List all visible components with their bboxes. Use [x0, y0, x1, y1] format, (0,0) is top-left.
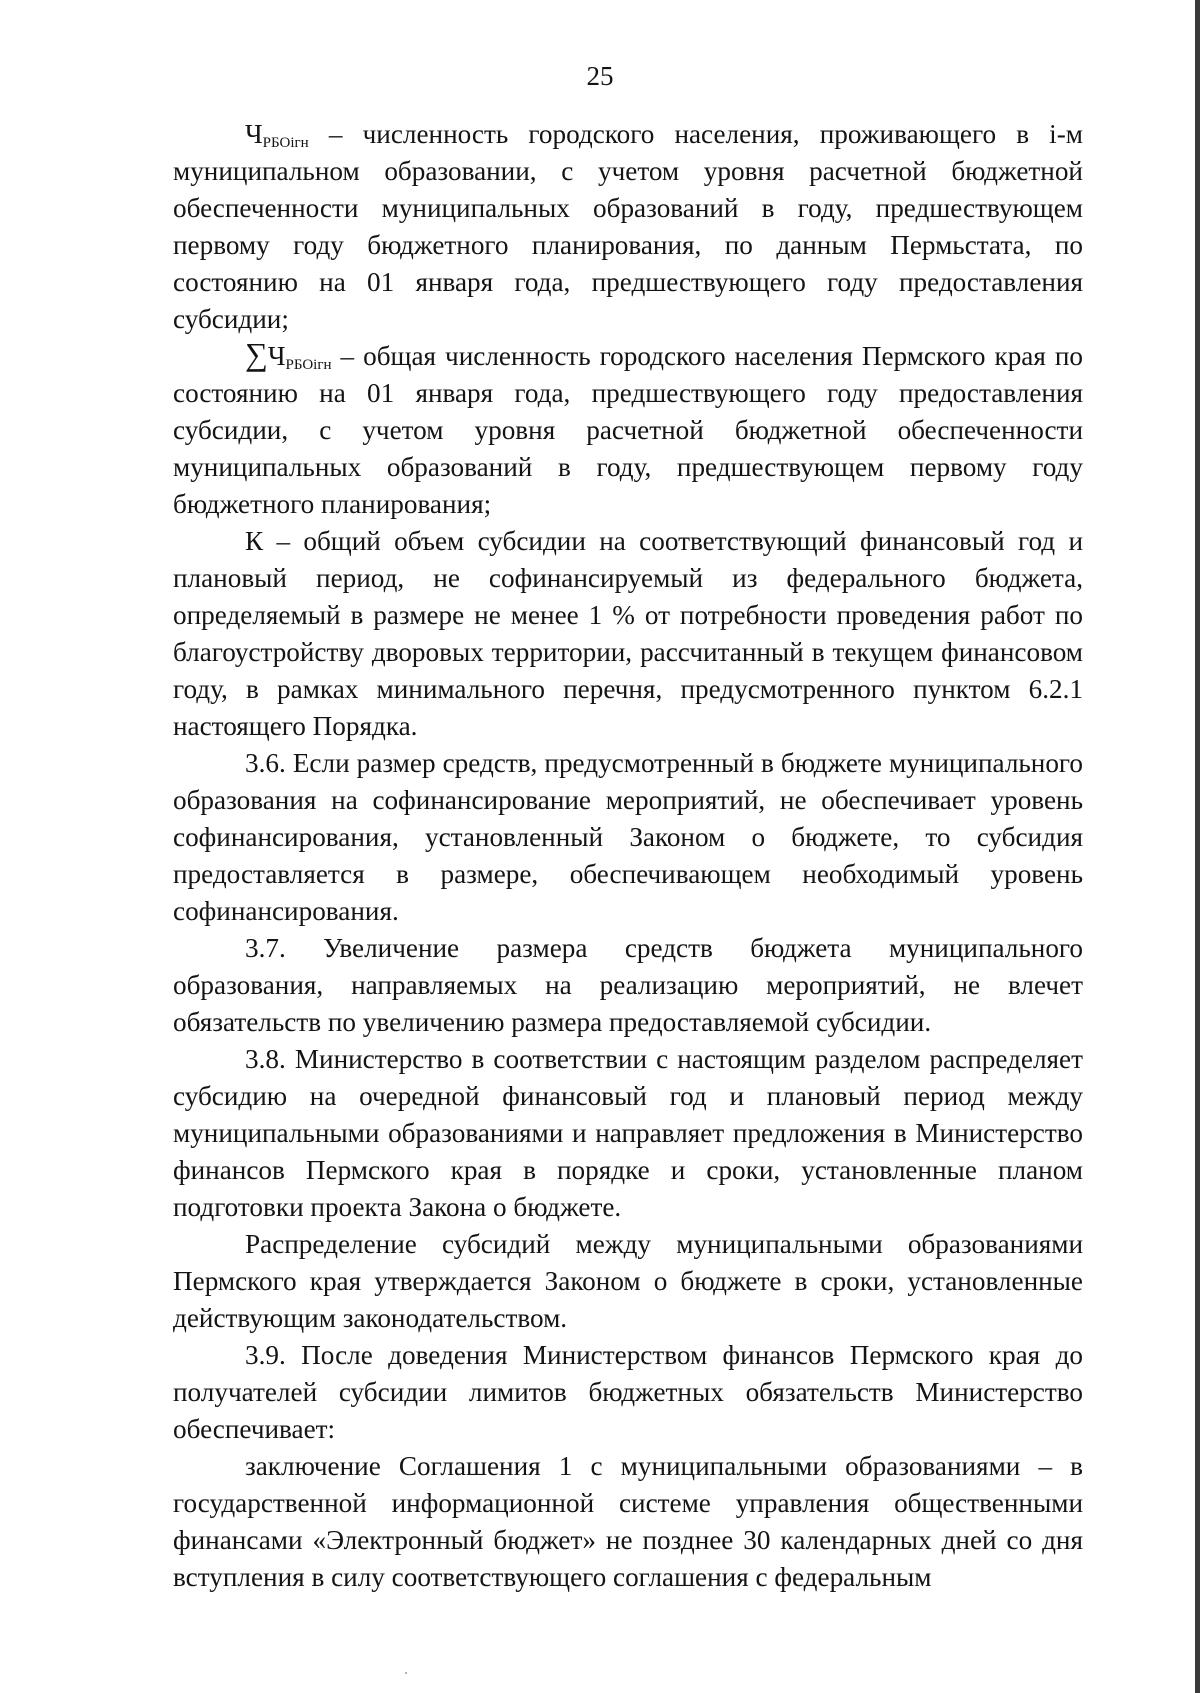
variable-symbol: Ч — [245, 119, 263, 149]
sum-sign: ∑ — [245, 336, 268, 372]
paragraph-section-3-8: 3.8. Министерство в соответствии с настоящим разделом распределяет субсидию на очередной финансовый год и плановый период между муниципальными образованиями и направляет предложения в Министерство финансов Пермского края в порядке и сроки, установленные планом подготовки проекта Закона о бюджете. — [173, 1044, 1083, 1222]
variable-symbol: Ч — [267, 341, 286, 371]
variable-subscript: РБОiгн — [262, 135, 309, 151]
variable-subscript: РБОiгн — [285, 357, 332, 373]
page-number: 25 — [586, 61, 614, 91]
paragraph-urban-population-definition — [173, 116, 1083, 338]
scan-artifact-dot — [405, 1672, 407, 1674]
paragraph-agreement-conclusion: заключение Соглашения 1 с муниципальными образованиями – в государственной информационной системе управления общественными финансами «Электронный бюджет» не позднее 30 календарных дней со дня вступления в силу соответствующего соглашения с федеральным — [173, 1451, 1083, 1592]
paragraph-subsidy-distribution: Распределение субсидий между муниципальными образованиями Пермского края утверждается Законом о бюджете в сроки, установленные действующим законодательством. — [173, 1229, 1083, 1333]
scan-edge-border — [1195, 0, 1200, 1693]
paragraph-text: – численность городского населения, проживающего в i-м муниципальном образовании, с учетом уровня расчетной бюджетной обеспеченности муниципальных образований в году, предшествующем первому году бюджетного планирования, по данным Пермьстата, по состоянию на 01 января года, предшествующего году предоставления субсидии; — [173, 119, 1083, 334]
paragraph-text: – общая численность городского населения Пермского края по состоянию на 01 января года, предшествующего году предоставления субсидии, с учетом уровня расчетной бюджетной обеспеченности муниципальных образований в году, предшествующем первому году бюджетного планирования; — [173, 341, 1083, 519]
paragraph-section-3-9: 3.9. После доведения Министерством финансов Пермского края до получателей субсидии лимитов бюджетных обязательств Министерство обеспечивает: — [173, 1340, 1083, 1444]
document-body — [173, 116, 1083, 1596]
paragraph-subsidy-volume-definition: К – общий объем субсидии на соответствующий финансовый год и плановый период, не софинансируемый из федерального бюджета, определяемый в размере не менее 1 % от потребности проведения работ по благоустройству дворовых территории, рассчитанный в текущем финансовом году, в рамках минимального перечня, предусмотренного пунктом 6.2.1 настоящего Порядка. — [173, 526, 1083, 741]
paragraph-total-urban-population-definition — [173, 338, 1083, 523]
paragraph-section-3-6: 3.6. Если размер средств, предусмотренный в бюджете муниципального образования на софинансирование мероприятий, не обеспечивает уровень софинансирования, установленный Законом о бюджете, то субсидия предоставляется в размере, обеспечивающем необходимый уровень софинансирования. — [173, 748, 1083, 926]
paragraph-section-3-7: 3.7. Увеличение размера средств бюджета муниципального образования, направляемых на реализацию мероприятий, не влечет обязательств по увеличению размера предоставляемой субсидии. — [173, 933, 1083, 1037]
